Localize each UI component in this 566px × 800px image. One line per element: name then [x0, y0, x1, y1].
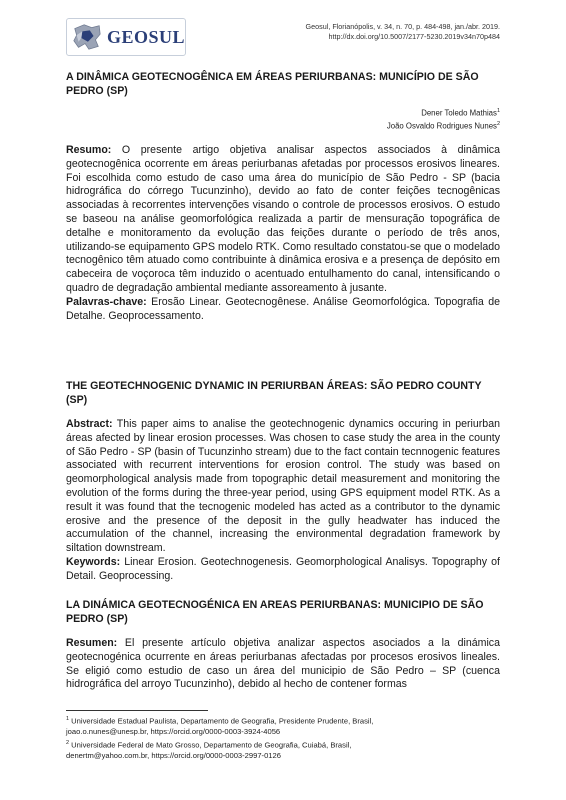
- footnote-1: $^1$ Universidade Estadual Paulista, Departamento de Geografia, Presidente Prudente, Brasil, joao.o.nunes@unesp.br, https://orcid.org/0000-0003-3924-4056: [66, 716, 374, 737]
- keywords-en-label: Keywords:: [66, 555, 121, 568]
- footnote-divider: [66, 710, 208, 711]
- abstract-pt-label: Resumo:: [66, 144, 112, 156]
- abstract-es-text: El presente artículo objetiva analizar aspectos asociados a la dinámica geotecnogénica ocurrente en áreas periurbanas afectadas por procesos erosivos lineales. Se eligió como estudio de caso un área del municipio de São Pedro – SP (cuenca hidrográfica del arroyo Tucunzinho), debido al hecho de contener formas: [66, 637, 500, 691]
- authors: [387, 106, 500, 132]
- keywords-en-text: Linear Erosion. Geotechnogenesis. Geomorphological Analisys. Topography of Detail. Geoprocessing.: [66, 555, 500, 582]
- keywords-pt-label: Palavras-chave:: [66, 295, 147, 308]
- keywords-pt-text: Erosão Linear. Geotecnogênese. Análise Geomorfológica. Topografia de Detalhe. Geoprocessamento.: [66, 295, 500, 322]
- abstract-en-text: This paper aims to analise the geotechnogenic dynamics occuring in periurban áreas afected by linear erosion processes. Was chosen to case study the area in the county of São Pedro - SP (basin of Tucunzinho stream) due to the fact contain tecnnogenic features associated with recurrent interventions for erosion control. The study was based on geomorphological analysis made from topographic detail measurement and monitoring the evolution of the forms during the three-year period, using GPS equipment model RTK. As a result it was found that the tecnogenic modeled has acted as a contributor to the dynamic erosive and the presence of the deposit in the gully headwater has induced the accumulation of the channel, increasing the environmental degradation framework by siltation downstream.: [66, 418, 500, 555]
- footnotes: [66, 714, 500, 762]
- footnote-2: $^2$ Universidade Federal de Mato Grosso, Departamento de Geografia, Cuiabá, Brasil, denertm@yahoo.com.br, https://orcid.org/0000-0003-2997-0126: [66, 740, 352, 761]
- author-2: João Osvaldo Rodrigues Nunes$^2$: [386, 121, 500, 131]
- journal-citation: [306, 22, 500, 42]
- title-pt: A DINÂMICA GEOTECNOGÊNICA EM ÁREAS PERIURBANAS: MUNICÍPIO DE SÃO PEDRO (SP): [66, 71, 479, 97]
- abstract-es-label: Resumen:: [66, 637, 118, 649]
- author-1: Dener Toledo Mathias$^1$: [421, 108, 500, 118]
- journal-logo: [66, 18, 186, 56]
- title-es: LA DINÁMICA GEOTECNOGÉNICA EN AREAS PERIURBANAS: MUNICIPIO DE SÃO PEDRO (SP): [66, 599, 484, 625]
- abstract-en-label: Abstract:: [66, 418, 113, 430]
- footnote-1-contact[interactable]: joao.o.nunes@unesp.br, https://orcid.org/0000-0003-3924-4056: [66, 727, 281, 737]
- doi-link[interactable]: http://dx.doi.org/10.5007/2177-5230.2019v34n70p484: [328, 32, 500, 41]
- abstract-en: [66, 418, 500, 584]
- abstract-pt: [66, 144, 500, 323]
- title-en: THE GEOTECHNOGENIC DYNAMIC IN PERIURBAN ÁREAS: SÃO PEDRO COUNTY (SP): [66, 380, 482, 406]
- journal-line: Geosul, Florianópolis, v. 34, n. 70, p. 484-498, jan./abr. 2019.: [305, 22, 500, 31]
- abstract-es: [66, 637, 500, 692]
- logo-text: GEOSUL: [106, 26, 185, 47]
- map-icon: [71, 22, 103, 52]
- footnote-2-contact[interactable]: denertm@yahoo.com.br, https://orcid.org/0000-0003-2997-0126: [66, 751, 281, 761]
- abstract-pt-text: O presente artigo objetiva analisar aspectos associados à dinâmica geotecnogênica ocorrente em áreas periurbanas afetadas por processos erosivos lineares. Foi escolhida como estudo de caso uma área do município de São Pedro - SP (bacia hidrográfica do córrego Tucunzinho), devido ao fato de conter feições tecnogênicas associadas à recorrentes intervenções visando o controle de processos erosivos. O estudo se baseou na análise geomorfológica realizada a partir de mensuração topográfica de detalhe e monitoramento da evolução das feições durante o período de três anos, utilizando-se equipamento GPS modelo RTK. Como resultado constatou-se que o modelado tecnogênico têm atuado como contribuinte à dinâmica erosiva e a presença de depósito em cabeceira de voçoroca têm induzido o acentuado entulhamento do canal, intensificando o quadro de degradação ambiental mediante assoreamento à jusante.: [66, 144, 500, 294]
